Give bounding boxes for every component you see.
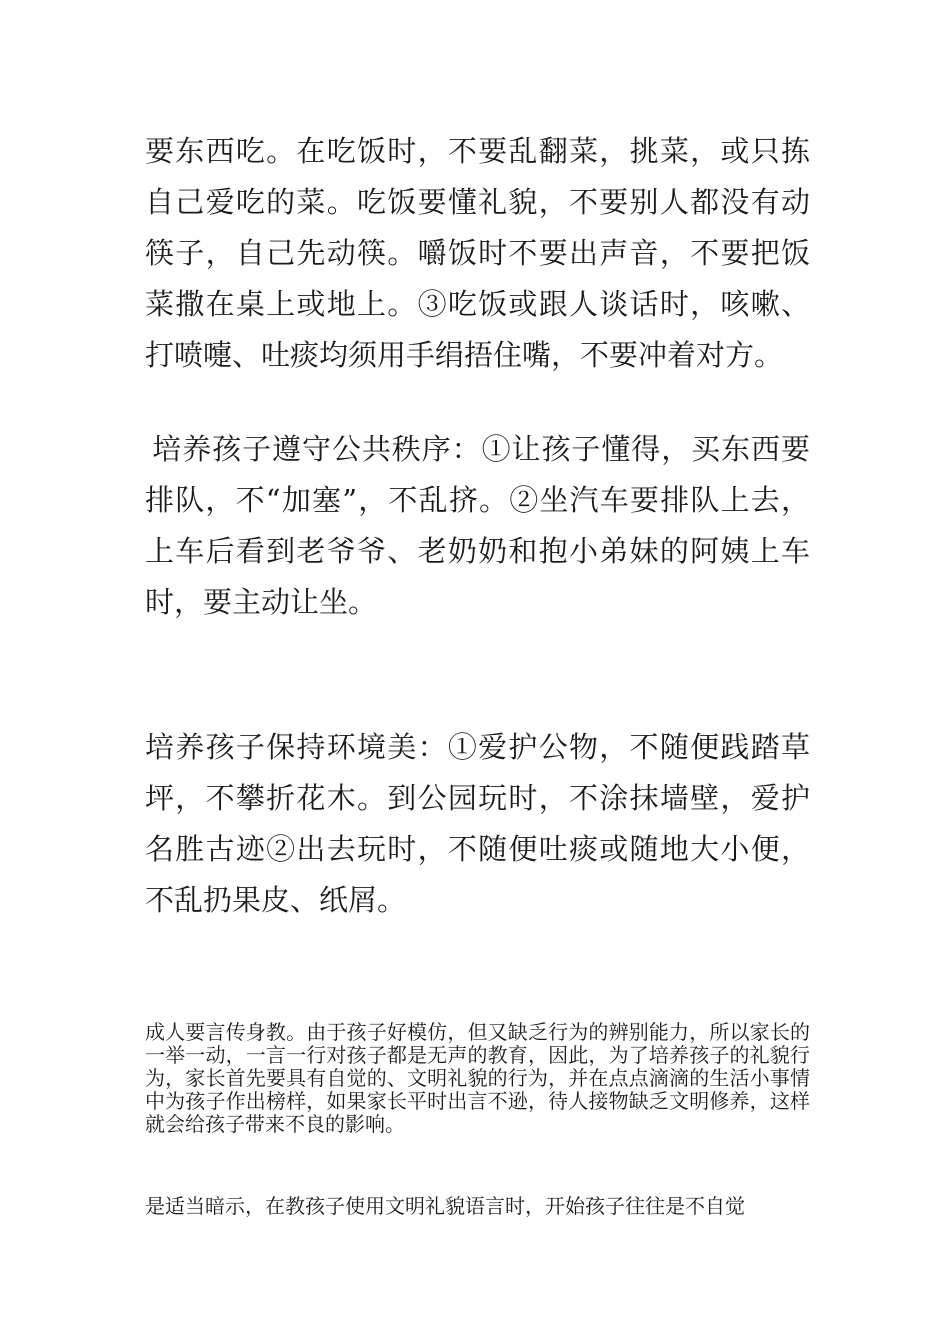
- paragraph-dining-etiquette: 要东西吃。在吃饭时，不要乱翻菜，挑菜，或只拣自己爱吃的菜。吃饭要懂礼貌，不要别人都没有动筷子，自己先动筷。嚼饭时不要出声音，不要把饭菜撒在桌上或地上。③吃饭或跟人谈话时，咳嗽、打喷嚏、吐痰均须用手绢捂住嘴，不要冲着对方。: [145, 134, 810, 372]
- paragraph-public-order: 培养孩子遵守公共秩序：①让孩子懂得，买东西要排队，不“加塞”，不乱挤。②坐汽车要排队上去，上车后看到老爷爷、老奶奶和抱小弟妹的阿姨上车时，要主动让坐。: [145, 432, 810, 619]
- paragraph-lead-by-example: 成人要言传身教。由于孩子好模仿，但又缺乏行为的辨别能力，所以家长的一举一动，一言一行对孩子都是无声的教育，因此，为了培养孩子的礼貌行为，家长首先要具有自觉的、文明礼貌的行为，并在点点滴滴的生活小事情中为孩子作出榜样，如果家长平时出言不逊，待人接物缺乏文明修养，这样就会给孩子带来不良的影响。: [145, 1020, 810, 1136]
- paragraph-hint: 是适当暗示，在教孩子使用文明礼貌语言时，开始孩子往往是不自觉: [145, 1194, 745, 1218]
- paragraph-environment: 培养孩子保持环境美：①爱护公物，不随便践踏草坪，不攀折花木。到公园玩时，不涂抹墙壁，爱护名胜古迹②出去玩时，不随便吐痰或随地大小便，不乱扔果皮、纸屑。: [145, 730, 810, 917]
